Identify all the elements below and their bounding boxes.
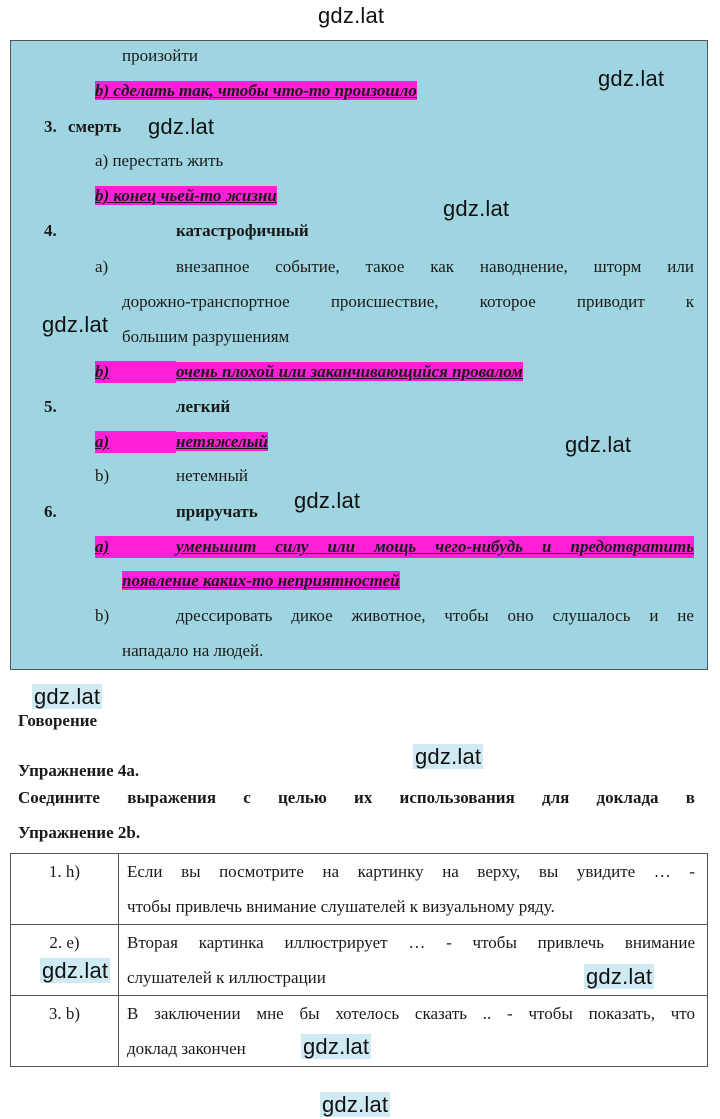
- option-b-highlighted: [95, 361, 593, 383]
- exercise-title: Упражнение 4а.: [18, 761, 140, 780]
- row-number-cell: [11, 854, 119, 925]
- word: слушалось: [552, 606, 631, 625]
- row-text-line: Если вы посмотрите на картинку на верху, вы увидите … -: [127, 862, 695, 881]
- word: оно: [507, 606, 534, 625]
- option-a: a) перестать жить: [95, 151, 224, 170]
- text-line: большим разрушениям: [122, 327, 290, 346]
- watermark-logo: gdz.lat: [415, 744, 482, 769]
- word: целью: [277, 788, 327, 807]
- word: чтобы: [444, 606, 489, 625]
- word: к: [685, 292, 694, 311]
- word: с: [243, 788, 251, 807]
- word: дикое: [291, 606, 333, 625]
- option-letter: b): [95, 606, 110, 625]
- option-b-highlighted: [95, 185, 277, 207]
- option-b-highlighted: [95, 80, 417, 102]
- word: животное,: [351, 606, 426, 625]
- row-text-cell: [119, 996, 708, 1067]
- table-row: [11, 854, 708, 925]
- item-word: легкий: [176, 397, 231, 416]
- word: происшествие,: [330, 292, 439, 311]
- watermark-logo: gdz.lat: [598, 66, 665, 91]
- word: доклада: [596, 788, 659, 807]
- watermark-logo: gdz.lat: [303, 1034, 370, 1059]
- watermark-logo: gdz.lat: [42, 312, 109, 337]
- row-text-line: доклад закончен: [127, 1039, 246, 1058]
- option-text: нетемный: [176, 466, 248, 485]
- option-letter: a): [95, 257, 109, 276]
- option-letter: b): [95, 81, 110, 100]
- word: и: [649, 606, 659, 625]
- item-word: катастрофичный: [176, 221, 309, 240]
- watermark-logo: gdz.lat: [42, 958, 109, 983]
- option-letter: b): [95, 361, 176, 383]
- word: их: [354, 788, 373, 807]
- option-letter: a): [95, 431, 176, 453]
- watermark-logo: gdz.lat: [148, 114, 215, 139]
- row-text-line: чтобы привлечь внимание слушателей к визуальному ряду.: [127, 897, 555, 916]
- section-title: Говорение: [18, 711, 98, 730]
- option-text-continued: [122, 570, 400, 592]
- row-text-line: слушателей к иллюстрации: [127, 968, 326, 987]
- row-number: 1. h): [48, 862, 81, 881]
- item-number: 5.: [44, 397, 57, 416]
- word: для: [541, 788, 570, 807]
- word: как: [430, 257, 455, 276]
- watermark-logo: gdz.lat: [322, 1092, 389, 1117]
- word: внезапное: [176, 257, 250, 276]
- justified-line: [176, 256, 694, 278]
- option-letter: a): [95, 536, 176, 558]
- watermark-logo: gdz.lat: [318, 3, 385, 28]
- watermark-logo: gdz.lat: [294, 488, 361, 513]
- item-number: 3.: [44, 117, 57, 136]
- text-line: произойти: [122, 46, 198, 65]
- word: такое: [365, 257, 405, 276]
- row-number: 3. b): [48, 1004, 81, 1023]
- word: шторм: [593, 257, 642, 276]
- word: которое: [479, 292, 536, 311]
- item-word: приручать: [176, 502, 258, 521]
- word: дрессировать: [176, 606, 273, 625]
- instruction-line: [18, 787, 695, 809]
- justified-line: [122, 291, 694, 313]
- word: приводит: [576, 292, 645, 311]
- word: или: [667, 257, 694, 276]
- option-text: конец чьей-то жизни: [113, 186, 277, 205]
- watermark-logo: gdz.lat: [34, 684, 101, 709]
- text-line: нападало на людей.: [122, 641, 264, 660]
- option-a-highlighted: [95, 431, 268, 453]
- option-text: сделать так, чтобы что-то произошло: [113, 81, 417, 100]
- item-number: 6.: [44, 502, 57, 521]
- watermark-logo: gdz.lat: [565, 432, 632, 457]
- justified-line: [176, 605, 694, 627]
- row-number-cell: [11, 996, 119, 1067]
- word: выражения: [127, 788, 217, 807]
- option-text: уменьшит силу или мощь чего-нибудь и предотвратить: [176, 537, 694, 556]
- option-text: очень плохой или заканчивающийся провалом: [176, 362, 523, 381]
- word: наводнение,: [479, 257, 568, 276]
- instruction-line: Упражнение 2b.: [18, 823, 141, 842]
- option-text: нетяжелый: [176, 432, 269, 451]
- option-letter: b): [95, 186, 110, 205]
- watermark-logo: gdz.lat: [586, 964, 653, 989]
- word: не: [677, 606, 694, 625]
- option-a-highlighted: [95, 536, 694, 558]
- item-number: 4.: [44, 221, 57, 240]
- option-text: появление каких-то неприятностей: [122, 571, 400, 590]
- row-text-line: В заключении мне бы хотелось сказать .. - чтобы показать, что: [127, 1004, 695, 1023]
- word: событие,: [275, 257, 340, 276]
- option-letter: b): [95, 466, 110, 485]
- item-word: смерть: [68, 117, 122, 136]
- watermark-logo: gdz.lat: [443, 196, 510, 221]
- word: в: [685, 788, 695, 807]
- word: дорожно-транспортное: [122, 292, 290, 311]
- word: использования: [399, 788, 515, 807]
- row-number: 2. e): [49, 933, 80, 952]
- word: Соедините: [18, 788, 100, 807]
- row-text-line: Вторая картинка иллюстрирует … - чтобы привлечь внимание: [127, 933, 695, 952]
- row-text-cell: [119, 854, 708, 925]
